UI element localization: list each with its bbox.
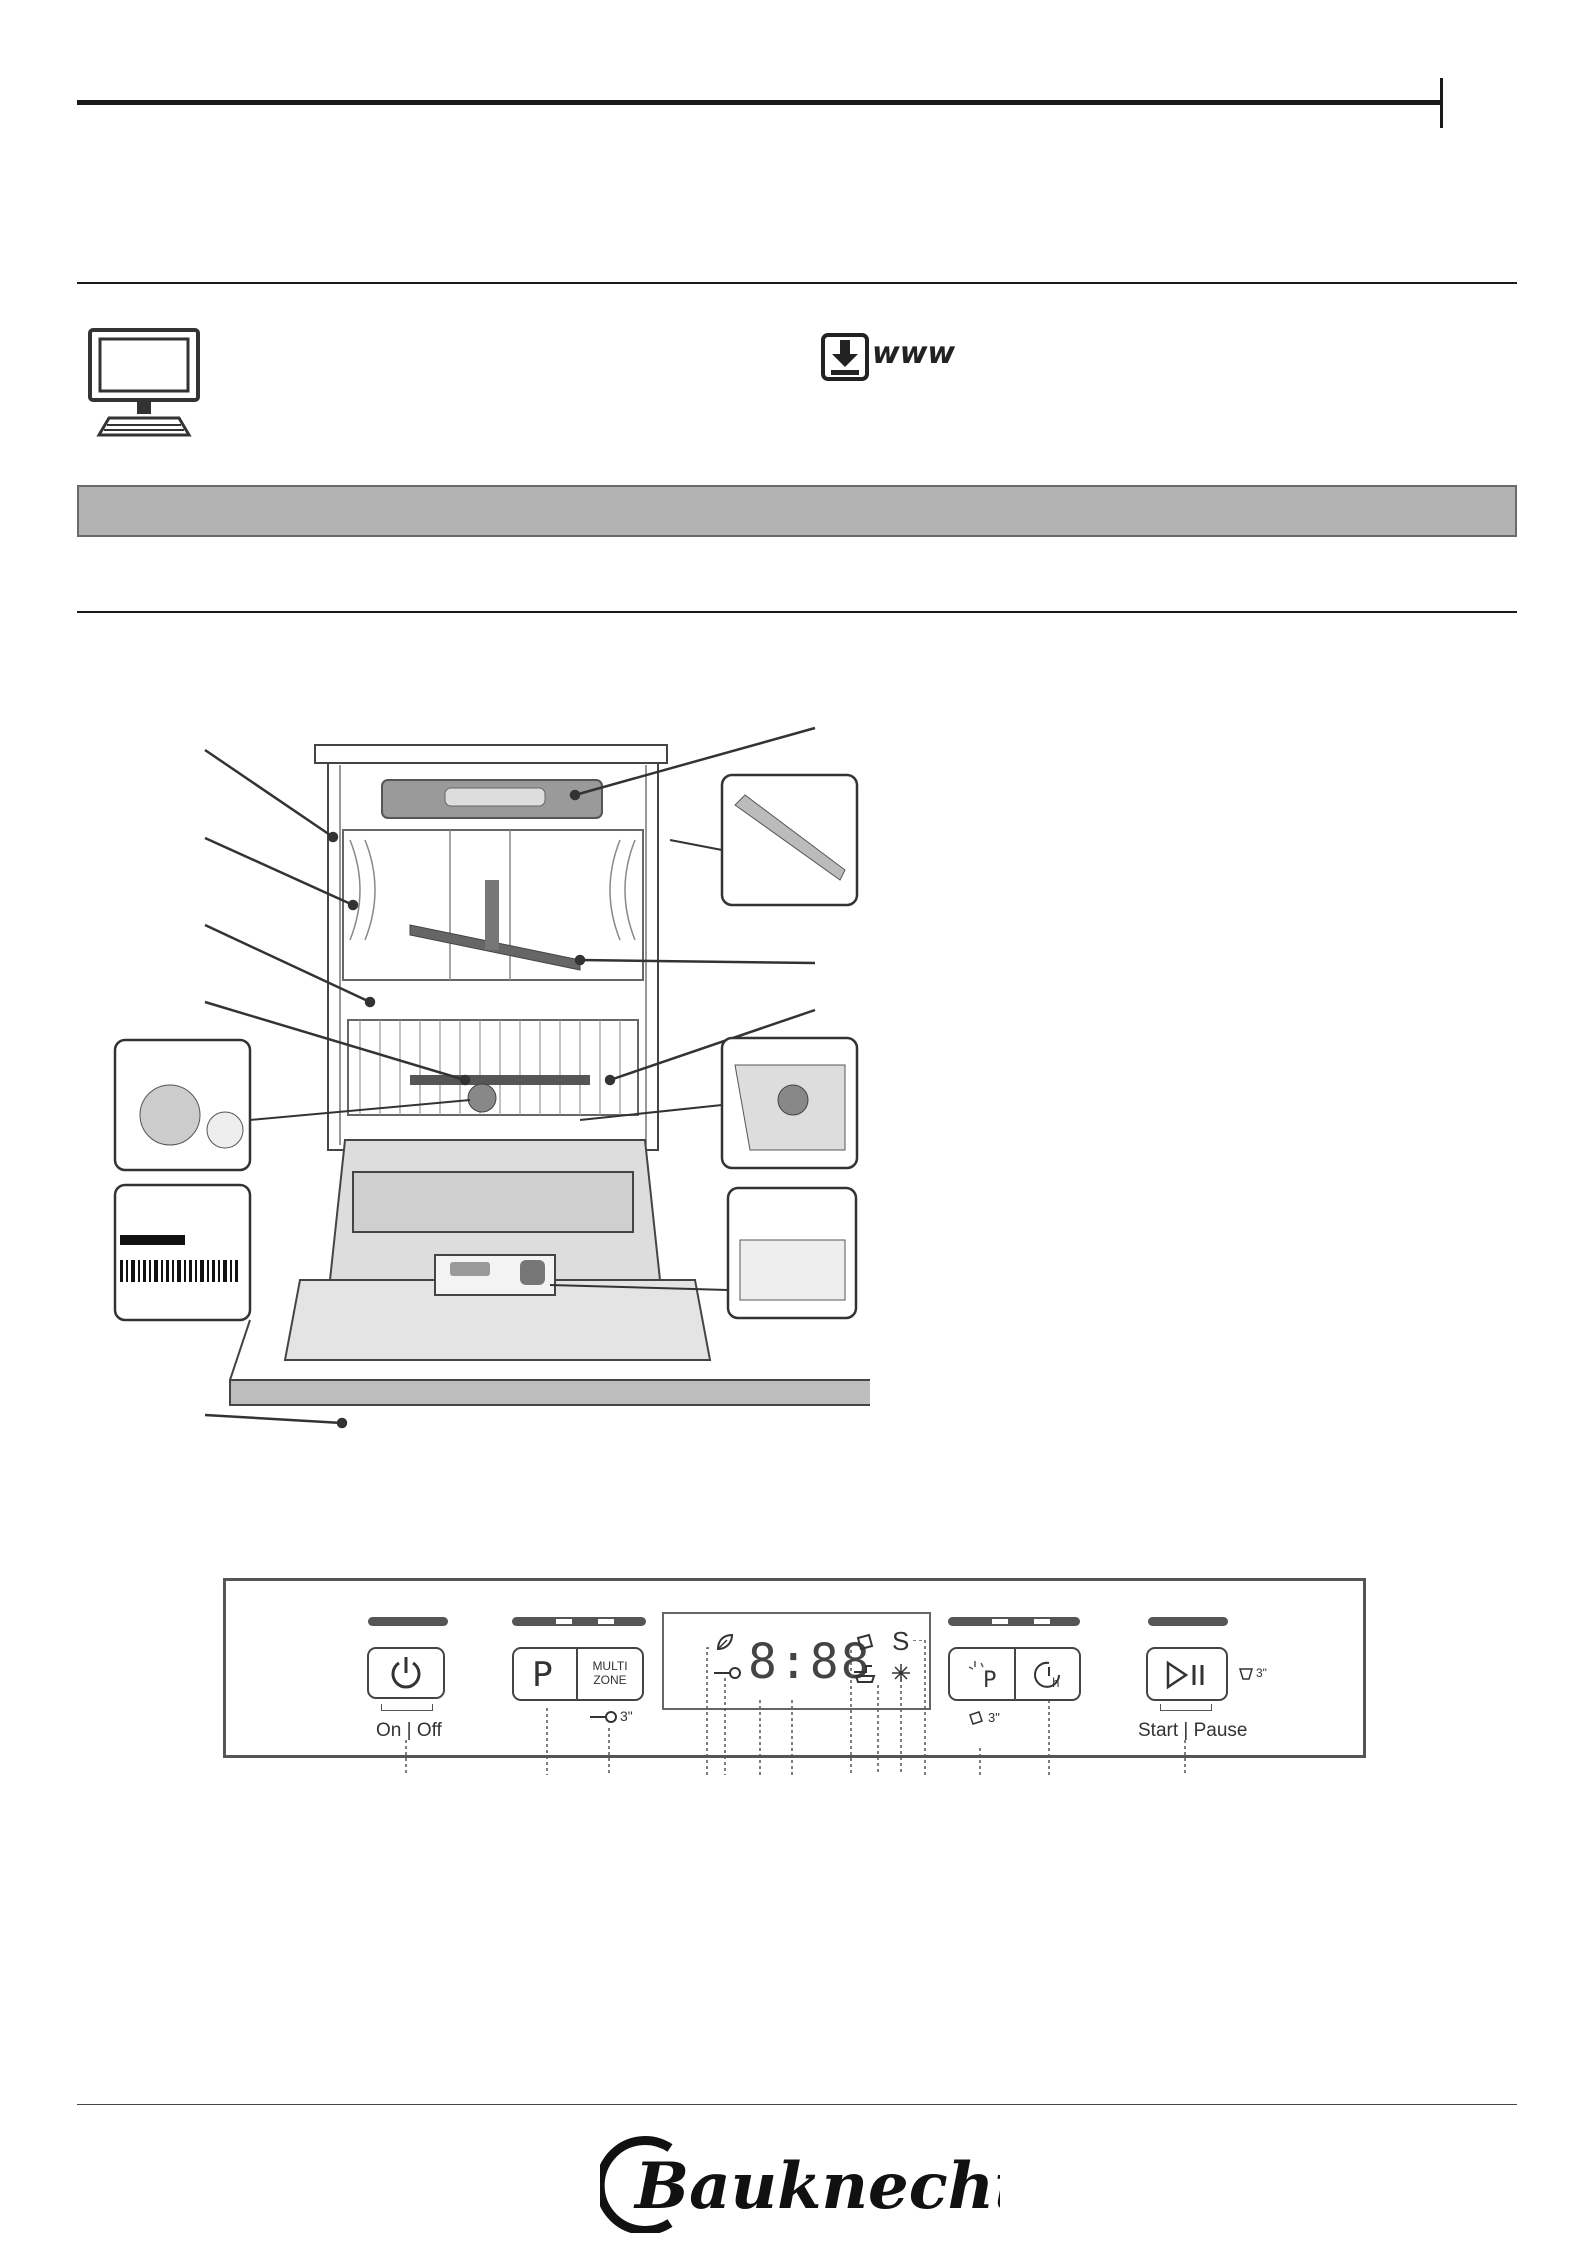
multizone-line2: ZONE — [593, 1673, 627, 1687]
onoff-label: On | Off — [376, 1720, 442, 1741]
svg-text:P: P — [983, 1668, 997, 1693]
top-rule — [77, 100, 1442, 105]
tablet-hold-icon — [968, 1710, 984, 1726]
section-rule-1 — [77, 282, 1517, 284]
bauknecht-logo — [600, 2133, 1000, 2233]
door-open-icon — [1238, 1666, 1254, 1682]
multizone-line1: MULTI — [592, 1659, 628, 1673]
section-rule-2 — [77, 611, 1517, 613]
delay-start-button[interactable] — [1014, 1647, 1081, 1701]
clock-icon — [1029, 1655, 1069, 1695]
program-p-label: P — [532, 1655, 553, 1695]
play-pause-icon — [1164, 1660, 1214, 1690]
display-digits: 8:88 — [748, 1634, 872, 1690]
svg-text:h: h — [1052, 1676, 1060, 1690]
startpause-hold-label: 3" — [1256, 1666, 1267, 1680]
power-clean-button[interactable] — [948, 1647, 1016, 1701]
onoff-led-bar — [368, 1617, 448, 1626]
monitor-icon — [87, 325, 202, 440]
top-rule-tick — [1440, 78, 1443, 128]
lock-hold-label: 3" — [620, 1708, 633, 1724]
sparkle-p-icon — [963, 1655, 1003, 1695]
display-s-label: S — [892, 1626, 910, 1656]
dishwasher-illustration — [110, 720, 870, 1430]
download-www-icon — [820, 332, 956, 382]
section-header-bar — [77, 485, 1517, 537]
svg-text:Bauknecht: Bauknecht — [635, 2149, 1000, 2224]
startpause-led-bar — [1148, 1617, 1228, 1626]
program-led-bar — [512, 1617, 646, 1626]
tablet-hold-label: 3" — [988, 1710, 1000, 1725]
startpause-bracket — [1160, 1704, 1212, 1711]
options-led-bar — [948, 1617, 1080, 1626]
startpause-button[interactable] — [1146, 1647, 1228, 1701]
footer-rule — [77, 2104, 1517, 2105]
startpause-label: Start | Pause — [1138, 1720, 1248, 1741]
www-text: www — [872, 336, 956, 371]
